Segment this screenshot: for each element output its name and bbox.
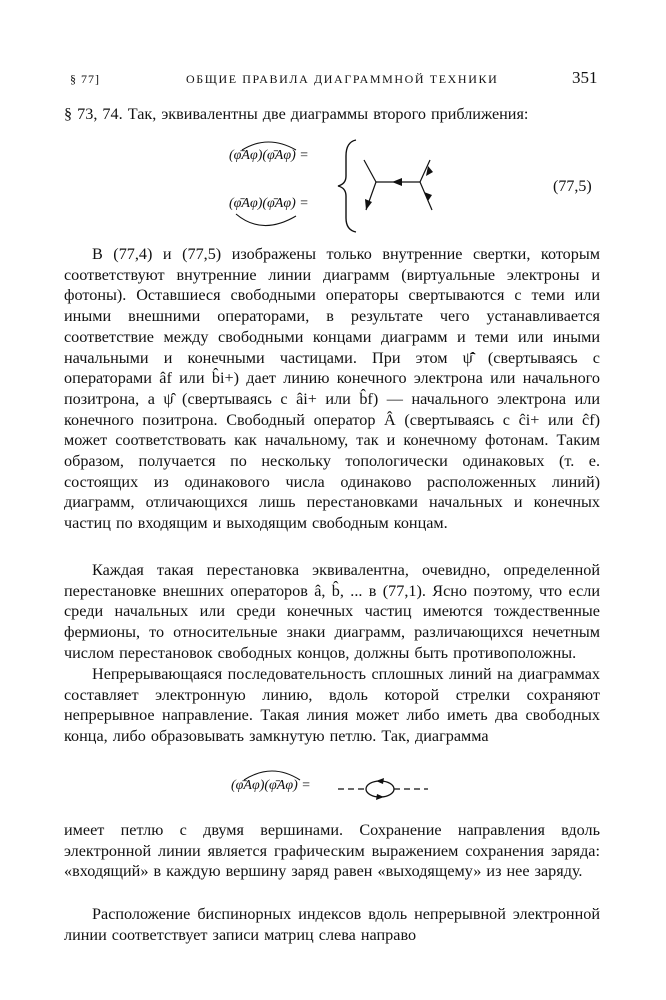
page-number: 351: [572, 68, 598, 87]
running-head-title: ОБЩИЕ ПРАВИЛА ДИАГРАММНОЙ ТЕХНИКИ: [186, 72, 499, 86]
paragraph-2: Каждая такая перестановка эквивалентна, очевидно, определенной перестановке внешних операторов â, b̂, ... в (77,1). Ясно поэтому, что если среди начальных или среди конечных частиц имеются тождественные фермионы, то относительные знаки диаграмм, различающихся нечетным числом перестановок свободных концов, должны быть противоположны.: [64, 561, 600, 662]
formula-1-line-2: (φ̄Aφ)(φ̄Aφ) =: [229, 196, 309, 211]
paragraph-3: Непрерывающаяся последовательность сплошных линий на диаграммах составляет электронную линию, вдоль которой стрелки сохраняют непрерывное направление. Такая линия может либо иметь два свободных конца, либо образовывать замкнутую петлю. Так, диаграмма: [64, 665, 600, 746]
paragraph-1: В (77,4) и (77,5) изображены только внутренние свертки, которым соответствуют внутренние линии диаграмм (виртуальные электроны и фотоны). Оставшиеся свободными операторы свертываются с теми или иными внешними операторами, в результате чего устанавливается соответствие между свободными концами диаграмм и теми или иными начальными и конечными частицами. При этом ψ̄̂ (свертываясь с операторами âf или b̂i+) дает линию конечного электрона или начального позитрона, а ψ̂ (свертываясь с âi+ или b̂f) — начального электрона или конечного позитрона. Свободный оператор Â (свертываясь с ĉi+ или ĉf) может соответствовать как начальному, так и конечному фотонам. Таким образом, получается по нескольку топологически одинаковых (т. е. состоящих из одинакового числа одинаково расположенных линий) диаграмм, отличающихся лишь перестановками начальных и конечных частиц по входящим и выходящим свободным концам.: [64, 245, 600, 533]
paragraph-4: имеет петлю с двумя вершинами. Сохранение направления вдоль электронной линии является графическим выражением сохранения заряда: «входящий» в каждую вершину заряд равен «выходящему» из нее заряду.: [64, 821, 600, 881]
intro-line: § 73, 74. Так, эквивалентны две диаграммы второго приближения:: [64, 105, 529, 123]
loop-arrow-bottom: [376, 794, 384, 800]
contraction-arc-2: [244, 771, 300, 780]
formula-2-expression: (φ̄Aφ)(φ̄Aφ) =: [231, 778, 311, 793]
equation-number-77-5: (77,5): [553, 178, 592, 195]
electron-loop: [366, 781, 394, 797]
loop-arrow-top: [376, 778, 384, 784]
formula-1-line-1: (φ̄Aφ)(φ̄Aφ) =: [229, 148, 309, 163]
running-head-section: § 77]: [70, 72, 100, 86]
paragraph-5: Расположение биспинорных индексов вдоль непрерывной электронной линии соответствует записи матриц слева направо: [64, 905, 600, 944]
